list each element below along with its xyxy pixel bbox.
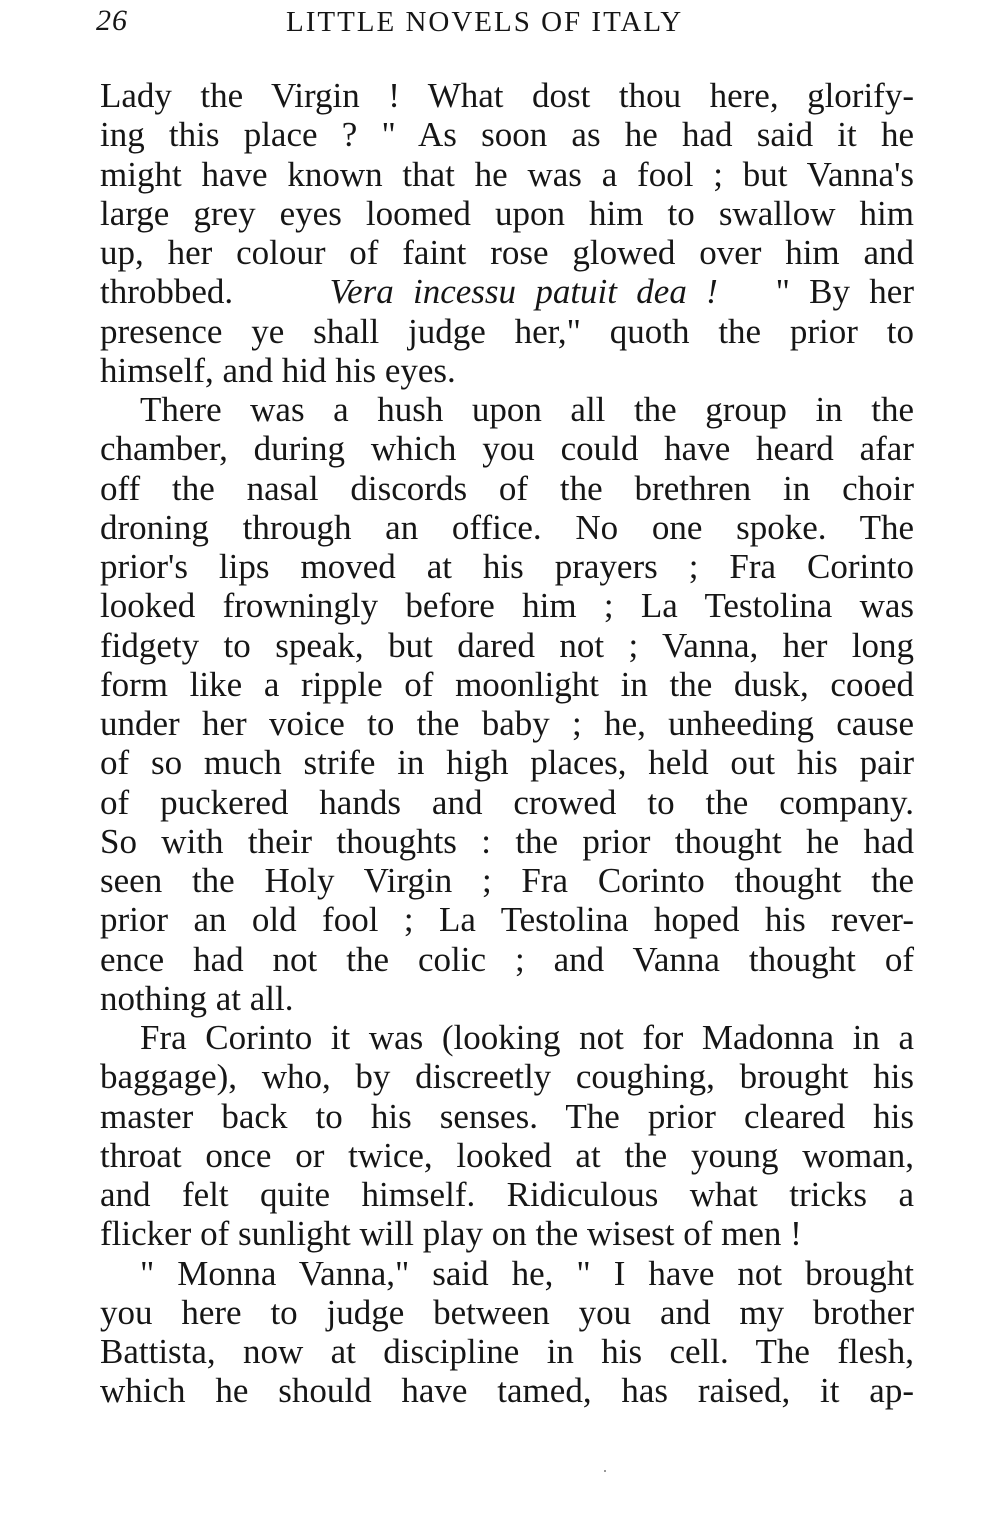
- text-segment: " By her: [775, 272, 914, 312]
- text-line: fidgety to speak, but dared not ; Vanna, her long: [100, 625, 914, 665]
- text-line-mixed: [100, 272, 914, 311]
- text-line: and felt quite himself. Ridiculous what tricks a: [100, 1175, 914, 1214]
- running-head: LITTLE NOVELS OF ITALY: [286, 6, 684, 38]
- text-line: ence had not the colic ; and Vanna thought of: [100, 939, 914, 979]
- text-line: off the nasal discords of the brethren in choir: [100, 468, 914, 508]
- text-line: might have known that he was a fool ; but Vanna's: [100, 154, 914, 194]
- text-line: under her voice to the baby ; he, unheeding cause: [100, 704, 914, 743]
- print-speck: [604, 1470, 606, 1472]
- paragraph-first-line: Fra Corinto it was (looking not for Madonna in a: [140, 1018, 914, 1057]
- text-line: prior's lips moved at his prayers ; Fra Corinto: [100, 547, 914, 586]
- text-line: presence ye shall judge her," quoth the prior to: [100, 311, 914, 351]
- text-line: of so much strife in high places, held out his pair: [100, 743, 914, 783]
- text-line: throat once or twice, looked at the young woman,: [100, 1135, 914, 1175]
- paragraph-first-line: There was a hush upon all the group in the: [140, 390, 914, 429]
- text-line: droning through an office. No one spoke. The: [100, 507, 914, 547]
- text-line: form like a ripple of moonlight in the dusk, cooed: [100, 664, 914, 704]
- text-line: seen the Holy Virgin ; Fra Corinto thought the: [100, 861, 914, 900]
- text-line: large grey eyes loomed upon him to swallow him: [100, 193, 914, 233]
- text-line: baggage), who, by discreetly coughing, brought his: [100, 1057, 914, 1097]
- text-line: of puckered hands and crowed to the company.: [100, 782, 914, 822]
- text-line: chamber, during which you could have heard afar: [100, 429, 914, 469]
- text-line: Lady the Virgin ! What dost thou here, glorify-: [100, 76, 914, 115]
- body-text: [100, 76, 914, 1411]
- latin-quotation: Vera incessu patuit dea !: [329, 272, 718, 312]
- text-line: himself, and hid his eyes.: [100, 350, 456, 390]
- text-line: flicker of sunlight will play on the wisest of men !: [100, 1214, 802, 1254]
- text-line: nothing at all.: [100, 978, 294, 1018]
- text-line: prior an old fool ; La Testolina hoped his rever-: [100, 900, 914, 940]
- text-line: Battista, now at discipline in his cell. The flesh,: [100, 1332, 914, 1371]
- text-line: up, her colour of faint rose glowed over him and: [100, 233, 914, 272]
- text-line: So with their thoughts : the prior thought he had: [100, 821, 914, 861]
- text-line: ing this place ? " As soon as he had said it he: [100, 115, 914, 155]
- page-header: [96, 4, 816, 44]
- text-line: looked frowningly before him ; La Testolina was: [100, 586, 914, 626]
- text-segment: throbbed.: [100, 272, 234, 312]
- paragraph-first-line: " Monna Vanna," said he, " I have not brought: [140, 1253, 914, 1293]
- text-line: master back to his senses. The prior cleared his: [100, 1096, 914, 1136]
- page-number: 26: [96, 4, 128, 37]
- text-line: you here to judge between you and my brother: [100, 1292, 914, 1332]
- text-line: which he should have tamed, has raised, it ap-: [100, 1371, 914, 1411]
